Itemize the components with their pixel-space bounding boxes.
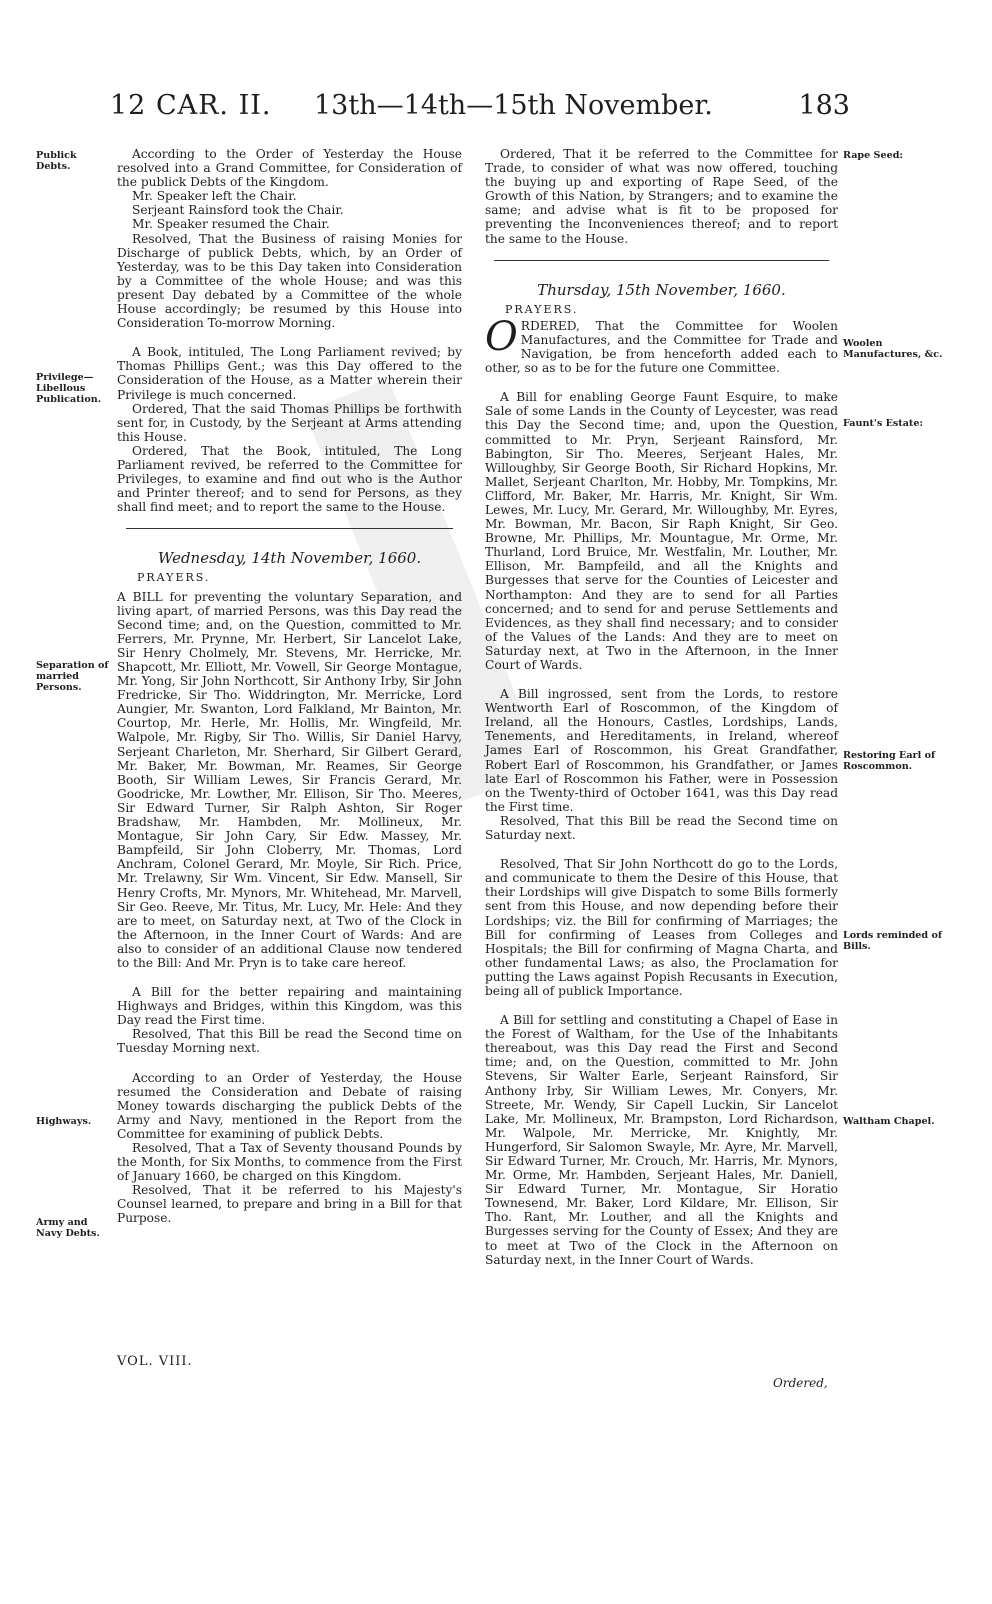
margin-note-waltham: Waltham Chapel. (843, 1116, 935, 1127)
paragraph: A Bill for settling and constituting a Chapel of Ease in the Forest of Waltham, for the Use of the Inhabitants thereabout, was this Day read the First and Second time; and, on the Question, committed to Mr. John Stevens, Sir Walter Earle, Serjeant Rainsford, Sir Anthony Irby, Sir William Lewes, Mr. Conyers, Mr. Streete, Mr. Wendy, Sir Capell Luckin, Sir Lancelot Lake, Mr. Mollineux, Mr. Brampston, Lord Richardson, Mr. Walpole, Mr. Merricke, Mr. Knightly, Mr. Hungerford, Sir Salomon Swayle, Mr. Ayre, Mr. Marvell, Sir Edward Turner, Mr. Crouch, Mr. Harris, Mr. Mynors, Mr. Orme, Mr. Hambden, Serjeant Hales, Mr. Daniell, Sir Edward Turner, Mr. Montague, Sir Horatio Townesend, Mr. Baker, Lord Kildare, Mr. Ellison, Sir Tho. Rant, Mr. Louther, and all the Knights and Burgesses serving for the County of Essex; And they are to meet at Two of the Clock in the Afternoon on Saturday next, in the Inner Court of Wards. (485, 1013, 838, 1267)
prayers-heading: PRAYERS. (505, 302, 579, 316)
volume-signature: VOL. VIII. (117, 1354, 193, 1369)
section-rule (126, 528, 454, 529)
paragraph: Resolved, That it be referred to his Majesty's Counsel learned, to prepare and bring in a Bill for that Purpose. (117, 1183, 462, 1226)
paragraph: A Bill ingrossed, sent from the Lords, to restore Wentworth Earl of Roscommon, of the Kingdom of Ireland, all the Honours, Castles, Lordships, Lands, Tenements, and Hereditaments, in Ireland, whereof James Earl of Roscommon, his Great Grandfather, Robert Earl of Roscommon, his Grandfather, or James late Earl of Roscommon his Father, were in Possession on the Twenty-third of October 1641, was this Day read the First time. (485, 687, 838, 814)
regnal-year: 12 CAR. II. (110, 90, 272, 121)
paragraph: A Bill for enabling George Faunt Esquire, to make Sale of some Lands in the County of Leycester, was read this Day the Second time; and, upon the Question, committed to Mr. Pryn, Serjeant Rainsford, Mr. Babington, Sir Tho. Meeres, Serjeant Hales, Mr. Willoughby, Sir George Booth, Sir Richard Hopkins, Mr. Mallet, Serjeant Charlton, Mr. Hobby, Mr. Tompkins, Mr. Clifford, Mr. Baker, Mr. Harris, Mr. Knight, Sir Wm. Lewes, Mr. Lucy, Mr. Gerard, Mr. Willoughby, Mr. Eyres, Mr. Bowman, Mr. Bacon, Sir Raph Knight, Sir Geo. Browne, Mr. Phillips, Mr. Mountague, Mr. Orme, Mr. Thurland, Lord Bruice, Mr. Westfalin, Mr. Louther, Mr. Ellison, Mr. Bampfeild, and all the Knights and Burgesses that serve for the Counties of Leicester and Northampton: And they are to send for all Parties concerned; and to send for and peruse Settlements and Evidences, as they shall find necessary; and to consider of the Values of the Lands: And they are to meet on Saturday next, at Two in the Afternoon, in the Inner Court of Wards. (485, 390, 838, 672)
paragraph: Ordered, That the said Thomas Phillips be forthwith sent for, in Custody, by the Serjeant at Arms attending this House. (117, 401, 462, 444)
paragraph: According to an Order of Yesterday, the House resumed the Consideration and Debate of raising Money towards discharging the publick Debts of the Army and Navy, mentioned in the Report from the Committee for examining of publick Debts. (117, 1070, 462, 1141)
margin-note-publick-debts: Publick Debts. (36, 150, 77, 172)
margin-note-army-navy: Army and Navy Debts. (36, 1217, 100, 1239)
running-header (110, 90, 850, 130)
paragraph: Ordered, That it be referred to the Committee for Trade, to consider of what was now offered, touching the buying up and exporting of Rape Seed, of the Growth of this Nation, by Strangers; and to examine the same; and advise what is fit to be proposed for preventing the Inconveniences thereof; and to report the same to the House. (485, 147, 838, 246)
drop-capital: O (485, 313, 518, 360)
paragraph: A BILL for preventing the voluntary Separation, and living apart, of married Persons, was this Day read the Second time; and, on the Question, committed to Mr. Ferrers, Mr. Prynne, Mr. Herbert, Sir Lancelot Lake, Sir Henry Cholmely, Mr. Stevens, Mr. Herricke, Mr. Shapcott, Mr. Elliott, Mr. Vowell, Sir George Montague, Mr. Yong, Sir John Northcott, Sir Anthony Irby, Sir John Fredricke, Sir Tho. Widdrington, Mr. Merricke, Lord Aungier, Mr. Swanton, Lord Falkland, Mr Bainton, Mr. Courtop, Mr. Herle, Mr. Hollis, Mr. Wingfeild, Mr. Walpole, Mr. Rigby, Sir Tho. Willis, Sir Daniel Harvy, Serjeant Charleton, Mr. Sherhard, Sir Gilbert Gerard, Mr. Baker, Mr. Bowman, Mr. Reames, Sir George Booth, Sir William Lewes, Sir Francis Gerard, Mr. Goodricke, Mr. Lowther, Mr. Ellison, Sir Tho. Meeres, Sir Edward Turner, Sir Ralph Ashton, Sir Roger Bradshaw, Mr. Hambden, Mr. Mollineux, Mr. Montague, Sir John Cary, Sir Edw. Massey, Mr. Bampfeild, Sir John Cloberry, Mr. Thomas, Lord Anchram, Colonel Gerard, Mr. Moyle, Sir Rich. Price, Mr. Trelawny, Sir Wm. Vincent, Sir Edw. Mansell, Sir Henry Crofts, Mr. Mynors, Mr. Whitehead, Mr. Marvell, Sir Geo. Reeve, Mr. Titus, Mr. Lucy, Mr. Hele: And they are to meet, on Saturday next, at Two of the Clock in the Afternoon, in the Inner Court of Wards: And are also to consider of an additional Clause now tendered to the Bill: And Mr. Pryn is to take care hereof. (117, 589, 462, 970)
paragraph: Resolved, That Sir John Northcott do go to the Lords, and communicate to them the Desire of this House, that their Lordships will give Dispatch to some Bills formerly sent from this House, and now depending before their Lordships; viz. the Bill for confirming of Marriages; the Bill for confirming of Leases from Colleges and Hospitals; the Bill for confirming of Magna Charta, and other fundamental Laws; as also, the Proclamation for putting the Laws against Popish Recusants in Execution, being all of publick Importance. (485, 857, 838, 998)
paragraph: Mr. Speaker resumed the Chair. (132, 217, 330, 232)
margin-note-restoring: Restoring Earl of Roscommon. (843, 750, 936, 772)
paragraph: Resolved, That this Bill be read the Second time on Saturday next. (485, 813, 838, 843)
catchword: Ordered, (773, 1376, 828, 1390)
margin-note-rape-seed: Rape Seed: (843, 150, 903, 161)
page-number: 183 (798, 90, 850, 121)
section-rule (494, 260, 829, 261)
paragraph: A Bill for the better repairing and maintaining Highways and Bridges, within this Kingdom, was this Day read the First time. (117, 985, 462, 1028)
day-heading: Wednesday, 14th November, 1660. (157, 549, 422, 568)
header-dates: 13th—14th—15th November. (314, 90, 713, 121)
margin-note-separation: Separation of married Persons. (36, 660, 109, 693)
margin-note-woolen: Woolen Manufactures, &c. (843, 338, 943, 360)
paragraph: Resolved, That the Business of raising Monies for Discharge of publick Debts, which, by an Order of Yesterday, was to be this Day taken into Consideration by a Committee of the whole House; and was this present Day debated by a Committee of the whole House accordingly; be resumed by this House into Consideration To-morrow Morning. (117, 231, 462, 331)
paragraph: Ordered, That the Book, intituled, The Long Parliament revived, be referred to the Committee for Privileges, to examine and find out who is the Author and Printer thereof; and to send for Persons, as they shall find meet; and to report the same to the House. (117, 443, 462, 515)
margin-note-lords-reminded: Lords reminded of Bills. (843, 930, 942, 952)
paragraph: RDERED, That the Committee for Woolen Manufactures, and the Committee for Trade and Navigation, be from henceforth added each to other, so as to be for the future one Committee. (485, 318, 838, 376)
paragraph: Mr. Speaker left the Chair. (132, 189, 297, 204)
day-heading: Thursday, 15th November, 1660. (537, 280, 786, 299)
paragraph: Resolved, That a Tax of Seventy thousand Pounds by the Month, for Six Months, to commence from the First of January 1660, be charged on this Kingdom. (117, 1141, 462, 1184)
left-column (117, 147, 462, 1226)
paragraph: Resolved, That this Bill be read the Second time on Tuesday Morning next. (117, 1027, 462, 1056)
paragraph: Serjeant Rainsford took the Chair. (132, 203, 344, 218)
paragraph: A Book, intituled, The Long Parliament revived; by Thomas Phillips Gent.; was this Day offered to the Consideration of the House, as a Matter wherein their Privilege is much concerned. (117, 345, 462, 402)
margin-note-highways: Highways. (36, 1116, 92, 1127)
margin-note-faunt: Faunt's Estate: (843, 418, 924, 429)
margin-note-privilege: Privilege— Libellous Publication. (36, 372, 102, 405)
right-column (485, 147, 838, 1267)
paragraph: According to the Order of Yesterday the House resolved into a Grand Committee, for Consideration of the publick Debts of the Kingdom. (117, 147, 462, 190)
prayers-heading: PRAYERS. (137, 571, 211, 585)
